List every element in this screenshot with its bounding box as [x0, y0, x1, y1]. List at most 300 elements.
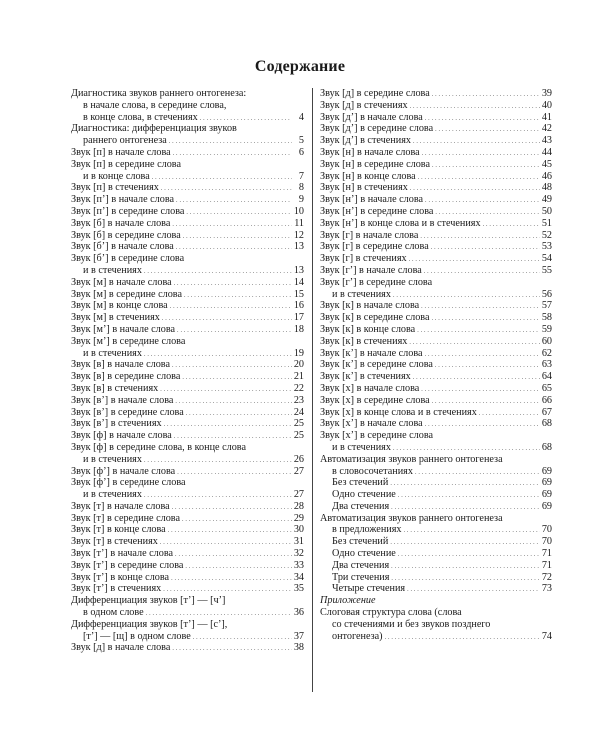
toc-entry-text: Звук [в] в стечениях — [71, 382, 159, 394]
toc-entry-text: Звук [ф’] в середине слова — [71, 477, 186, 489]
dot-leader — [171, 572, 292, 582]
dot-leader — [425, 112, 540, 122]
toc-entry-text: Звук [т] в конце слова — [71, 524, 166, 536]
toc-entry — [71, 619, 304, 631]
page-number: 20 — [293, 359, 304, 371]
page-number: 13 — [293, 241, 304, 253]
toc-entry-text: Звук [в’] в начале слова — [71, 394, 174, 406]
dot-leader — [420, 230, 539, 240]
dot-leader — [413, 371, 540, 381]
page-number: 54 — [541, 253, 552, 265]
page-number: 38 — [293, 642, 304, 654]
toc-entry — [320, 359, 552, 371]
page-number: 64 — [541, 371, 552, 383]
toc-entry-text: Звук [т] в начале слова — [71, 500, 170, 512]
page-number: 5 — [298, 135, 304, 147]
page-number: 10 — [293, 205, 304, 217]
toc-entry-text: в конце слова, в стечениях — [83, 111, 198, 123]
toc-entry-text: Звук [т’] в начале слова — [71, 548, 174, 560]
toc-entry-text: Звук [б’] в середине слова — [71, 253, 185, 265]
page-number: 69 — [541, 477, 552, 489]
toc-entry — [320, 159, 552, 171]
page-number: 72 — [541, 571, 552, 583]
page-number: 25 — [293, 430, 304, 442]
page-number: 69 — [541, 500, 552, 512]
toc-entry-text: и в стечениях — [332, 441, 391, 453]
toc-entry-text: и в стечениях — [83, 347, 142, 359]
toc-entry — [320, 583, 552, 595]
toc-entry-text: и в стечениях — [83, 489, 142, 501]
toc-entry-text: Звук [х] в середине слова — [320, 394, 430, 406]
toc-entry — [71, 135, 304, 147]
toc-entry — [71, 182, 304, 194]
toc-entry-text: [т’] — [щ] в одном слове — [83, 630, 191, 642]
toc-entry-text: Звук [д’] в стечениях — [320, 135, 411, 147]
page-number: 19 — [293, 347, 304, 359]
page-number: 28 — [293, 500, 304, 512]
toc-entry — [320, 395, 552, 407]
page-number: 45 — [541, 158, 552, 170]
toc-entry — [320, 477, 552, 489]
dot-leader — [425, 194, 540, 204]
toc-entry — [71, 241, 304, 253]
toc-entry-text: онтогенеза) — [332, 630, 383, 642]
page-number: 13 — [293, 264, 304, 276]
page-number: 62 — [541, 347, 552, 359]
dot-leader — [391, 501, 540, 511]
page-title: Содержание — [254, 58, 346, 75]
toc-entry-text: Слоговая структура слова (слова — [320, 607, 462, 619]
toc-entry-text: Звук [б] в середине слова — [71, 229, 181, 241]
toc-entry — [71, 147, 304, 159]
dot-leader — [193, 631, 292, 641]
toc-entry — [71, 312, 304, 324]
page-number: 71 — [541, 548, 552, 560]
dot-leader — [422, 147, 540, 157]
dot-leader — [483, 218, 540, 228]
dot-leader — [176, 241, 292, 251]
toc-entry-text: Автоматизация звуков раннего онтогенеза — [320, 453, 503, 465]
dot-leader — [432, 395, 540, 405]
toc-entry — [320, 112, 552, 124]
toc-entry-text: Одно стечение — [332, 548, 396, 560]
dot-leader — [144, 348, 292, 358]
dot-leader — [410, 100, 540, 110]
dot-leader — [435, 123, 540, 133]
dot-leader — [409, 336, 539, 346]
toc-entry — [320, 182, 552, 194]
dot-leader — [413, 135, 540, 145]
toc-entry — [71, 348, 304, 360]
dot-leader — [144, 489, 292, 499]
dot-leader — [172, 218, 292, 228]
toc-entry-text: Звук [п] в середине слова — [71, 158, 181, 170]
dot-leader — [176, 194, 292, 204]
page-number: 71 — [541, 559, 552, 571]
toc-entry — [71, 560, 304, 572]
toc-entry — [71, 206, 304, 218]
dot-leader — [425, 348, 540, 358]
dot-leader — [169, 135, 292, 145]
toc-entry — [71, 513, 304, 525]
page-number: 74 — [541, 630, 552, 642]
toc-entry-text: Звук [д] в стечениях — [320, 99, 408, 111]
dot-leader — [144, 454, 292, 464]
dot-leader — [172, 501, 292, 511]
toc-entry-text: Звук [д’] в середине слова — [320, 123, 434, 135]
toc-entry-text: Звук [н’] в начале слова — [320, 194, 424, 206]
dot-leader — [200, 112, 292, 122]
toc-entry — [71, 371, 304, 383]
dot-leader — [173, 147, 292, 157]
toc-entry-text: Звук [х’] в начале слова — [320, 418, 423, 430]
toc-entry — [320, 489, 552, 501]
page-number: 41 — [541, 111, 552, 123]
toc-entry-text: в одном слове — [83, 607, 144, 619]
toc-entry-text: и в стечениях — [83, 264, 142, 276]
toc-entry-text: Автоматизация звуков раннего онтогенеза — [320, 512, 503, 524]
toc-entry — [71, 383, 304, 395]
page-number: 30 — [293, 524, 304, 536]
dot-leader — [435, 359, 540, 369]
dot-leader — [185, 560, 291, 570]
dot-leader — [385, 631, 540, 641]
toc-entry-text: Звук [м] в начале слова — [71, 276, 172, 288]
page-number: 36 — [293, 607, 304, 619]
toc-entry-text: и в конце слова — [83, 170, 150, 182]
toc-entry — [71, 583, 304, 595]
page-number: 42 — [541, 123, 552, 135]
dot-leader — [177, 466, 292, 476]
dot-leader — [393, 442, 540, 452]
toc-entry — [320, 371, 552, 383]
toc-entry — [71, 442, 304, 454]
dot-leader — [431, 241, 540, 251]
toc-entry — [71, 324, 304, 336]
toc-entry-text: Дифференциация звуков [т’] — [ч’] — [71, 595, 226, 607]
toc-entry — [320, 88, 552, 100]
toc-entry-text: Звук [н] в начале слова — [320, 146, 420, 158]
toc-entry-text: Звук [г’] в начале слова — [320, 264, 422, 276]
toc-entry — [71, 501, 304, 513]
toc-entry-text: Звук [к] в середине слова — [320, 312, 430, 324]
page-number: 4 — [298, 111, 304, 123]
page-number: 68 — [541, 418, 552, 430]
toc-entry-text: Звук [н’] в конце слова и в стечениях — [320, 217, 481, 229]
toc-entry-text: раннего онтогенеза — [83, 135, 167, 147]
toc-right-column — [320, 88, 552, 642]
toc-entry — [71, 171, 304, 183]
toc-entry-text: Звук [т] в стечениях — [71, 536, 158, 548]
toc-entry-text: Звук [ф] в начале слова — [71, 430, 172, 442]
toc-entry — [71, 123, 304, 135]
toc-entry — [71, 194, 304, 206]
page-number: 17 — [293, 312, 304, 324]
dot-leader — [417, 324, 540, 334]
toc-entry — [71, 218, 304, 230]
toc-entry — [320, 336, 552, 348]
toc-entry — [71, 265, 304, 277]
toc-entry — [71, 300, 304, 312]
toc-entry-text: Звук [м] в стечениях — [71, 312, 160, 324]
toc-entry — [71, 477, 304, 489]
toc-entry — [320, 607, 552, 619]
toc-entry — [320, 277, 552, 289]
dot-leader — [186, 206, 291, 216]
toc-entry-text: Звук [м’] в середине слова — [71, 335, 186, 347]
toc-entry — [320, 513, 552, 525]
dot-leader — [162, 312, 292, 322]
page-number: 11 — [294, 217, 304, 229]
toc-entry-text: Звук [т’] в стечениях — [71, 583, 162, 595]
dot-leader — [421, 383, 540, 393]
toc-entry-text: Звук [н’] в середине слова — [320, 205, 434, 217]
dot-leader — [146, 607, 292, 617]
dot-leader — [161, 182, 292, 192]
page-number: 31 — [293, 536, 304, 548]
toc-entry — [320, 206, 552, 218]
toc-entry-text: Звук [п’] в начале слова — [71, 194, 175, 206]
page-number: 21 — [293, 371, 304, 383]
toc-entry — [320, 289, 552, 301]
dot-leader — [160, 383, 292, 393]
page-number: 70 — [541, 524, 552, 536]
dot-leader — [160, 536, 292, 546]
dot-leader — [174, 430, 292, 440]
toc-entry — [320, 572, 552, 584]
page-number: 65 — [541, 382, 552, 394]
toc-entry-text: Диагностика: дифференциация звуков — [71, 123, 237, 135]
page-number: 49 — [541, 194, 552, 206]
toc-entry — [320, 418, 552, 430]
toc-entry — [320, 123, 552, 135]
toc-entry — [320, 348, 552, 360]
page-number: 70 — [541, 536, 552, 548]
dot-leader — [186, 407, 292, 417]
toc-left-column — [71, 88, 304, 654]
dot-leader — [435, 206, 539, 216]
column-divider — [312, 88, 313, 692]
page-number: 14 — [293, 276, 304, 288]
toc-entry — [320, 442, 552, 454]
dot-leader — [163, 583, 292, 593]
toc-entry — [71, 572, 304, 584]
page-number: 63 — [541, 359, 552, 371]
toc-entry-text: и в стечениях — [83, 453, 142, 465]
page-number: 68 — [541, 441, 552, 453]
page-number: 73 — [541, 583, 552, 595]
page-number: 40 — [541, 99, 552, 111]
toc-entry — [320, 171, 552, 183]
toc-entry-text: Звук [в] в середине слова — [71, 371, 181, 383]
toc-entry-text: Звук [ф’] в начале слова — [71, 465, 176, 477]
toc-entry-text: Без стечений — [332, 536, 389, 548]
page-number: 67 — [541, 406, 552, 418]
page-number: 34 — [293, 571, 304, 583]
toc-entry — [71, 418, 304, 430]
toc-entry — [71, 454, 304, 466]
page-number: 33 — [293, 559, 304, 571]
page-number: 56 — [541, 288, 552, 300]
dot-leader — [152, 171, 292, 181]
page-number: 69 — [541, 489, 552, 501]
toc-entry-text: Звук [к’] в стечениях — [320, 371, 411, 383]
dot-leader — [390, 536, 540, 546]
toc-entry-text: Одно стечение — [332, 489, 396, 501]
toc-entry-text: Звук [к’] в начале слова — [320, 347, 423, 359]
toc-entry — [71, 642, 304, 654]
dot-leader — [425, 418, 540, 428]
page-number: 27 — [293, 489, 304, 501]
toc-entry-text: Звук [м’] в начале слова — [71, 323, 176, 335]
toc-entry-text: Звук [д’] в начале слова — [320, 111, 423, 123]
toc-entry — [320, 407, 552, 419]
page-number: 9 — [298, 194, 304, 206]
page-number: 43 — [541, 135, 552, 147]
toc-entry-text: Звук [н] в стечениях — [320, 182, 408, 194]
toc-entry — [71, 88, 304, 100]
toc-entry — [320, 194, 552, 206]
toc-entry — [320, 595, 552, 607]
toc-entry — [320, 147, 552, 159]
toc-entry — [320, 466, 552, 478]
dot-leader — [175, 395, 291, 405]
page-number: 69 — [541, 465, 552, 477]
page-number: 37 — [293, 630, 304, 642]
toc-entry-text: Приложение — [320, 595, 376, 607]
dot-leader — [410, 182, 540, 192]
toc-entry — [320, 524, 552, 536]
toc-entry-text: Звук [г] в середине слова — [320, 241, 429, 253]
toc-entry — [320, 100, 552, 112]
toc-entry-text: Звук [д] в начале слова — [71, 642, 171, 654]
toc-entry-text: Звук [т’] в конце слова — [71, 571, 170, 583]
toc-entry-text: в словосочетаниях — [332, 465, 413, 477]
toc-entry — [71, 359, 304, 371]
dot-leader — [168, 524, 292, 534]
dot-leader — [432, 312, 540, 322]
toc-entry-text: Звук [х’] в середине слова — [320, 430, 434, 442]
toc-entry-text: со стечениями и без звуков позднего — [332, 618, 491, 630]
page-number: 57 — [541, 300, 552, 312]
page-number: 53 — [541, 241, 552, 253]
toc-entry — [71, 253, 304, 265]
toc-entry-text: Три стечения — [332, 571, 390, 583]
page-number: 55 — [541, 264, 552, 276]
dot-leader — [404, 524, 540, 534]
toc-entry — [71, 595, 304, 607]
dot-leader — [398, 489, 540, 499]
toc-entry — [320, 548, 552, 560]
page-number: 39 — [541, 88, 552, 99]
toc-entry-text: Звук [д] в середине слова — [320, 88, 430, 99]
dot-leader — [183, 230, 292, 240]
toc-entry-text: Звук [г’] в середине слова — [320, 276, 433, 288]
page-number: 15 — [293, 288, 304, 300]
dot-leader — [170, 300, 292, 310]
toc-entry-text: в предложениях — [332, 524, 402, 536]
page-number: 60 — [541, 335, 552, 347]
toc-entry — [71, 489, 304, 501]
dot-leader — [432, 159, 540, 169]
toc-entry — [320, 560, 552, 572]
toc-entry-text: Звук [п] в стечениях — [71, 182, 159, 194]
page-number: 58 — [541, 312, 552, 324]
toc-entry-text: Звук [х] в начале слова — [320, 382, 420, 394]
page-number: 35 — [293, 583, 304, 595]
page-number: 32 — [293, 548, 304, 560]
toc-entry-text: Звук [г] в стечениях — [320, 253, 407, 265]
dot-leader — [172, 359, 292, 369]
page-number: 46 — [541, 170, 552, 182]
toc-entry-text: Звук [б] в начале слова — [71, 217, 171, 229]
dot-leader — [391, 572, 539, 582]
page-number: 6 — [298, 146, 304, 158]
toc-entry-text: Звук [к] в стечениях — [320, 335, 408, 347]
page-number: 59 — [541, 323, 552, 335]
toc-entry-text: Звук [г] в начале слова — [320, 229, 419, 241]
toc-entry-text: Звук [х] в конце слова и в стечениях — [320, 406, 477, 418]
toc-entry-text: Звук [в] в начале слова — [71, 359, 171, 371]
toc-entry — [71, 548, 304, 560]
toc-entry — [71, 336, 304, 348]
toc-entry-text: Звук [т] в середине слова — [71, 512, 180, 524]
toc-entry — [71, 159, 304, 171]
toc-entry-text: Четыре стечения — [332, 583, 406, 595]
dot-leader — [177, 324, 292, 334]
toc-entry-text: Звук [к] в начале слова — [320, 300, 420, 312]
toc-entry — [71, 277, 304, 289]
toc-entry — [320, 383, 552, 395]
dot-leader — [418, 171, 540, 181]
page-number: 26 — [293, 453, 304, 465]
toc-entry — [320, 430, 552, 442]
toc-entry — [71, 524, 304, 536]
toc-entry — [320, 135, 552, 147]
page-number: 44 — [541, 146, 552, 158]
toc-entry — [320, 501, 552, 513]
toc-entry-text: Звук [п’] в середине слова — [71, 205, 185, 217]
dot-leader — [415, 466, 540, 476]
dot-leader — [432, 88, 540, 98]
toc-entry-text: Звук [к] в конце слова — [320, 323, 416, 335]
toc-entry — [320, 218, 552, 230]
toc-entry — [71, 289, 304, 301]
page-number: 24 — [293, 406, 304, 418]
toc-entry — [320, 324, 552, 336]
toc-entry — [71, 631, 304, 643]
toc-entry-text: в начале слова, в середине слова, — [83, 99, 227, 111]
dot-leader — [175, 548, 292, 558]
toc-entry-text: Звук [м] в середине слова — [71, 288, 182, 300]
toc-entry — [71, 607, 304, 619]
dot-leader — [390, 477, 540, 487]
toc-entry-text: Звук [б’] в начале слова — [71, 241, 174, 253]
toc-entry-text: Дифференциация звуков [т’] — [с’], — [71, 618, 228, 630]
toc-entry — [71, 230, 304, 242]
page-number: 66 — [541, 394, 552, 406]
dot-leader — [144, 265, 292, 275]
toc-entry-text: Звук [в’] в середине слова — [71, 406, 184, 418]
toc-entry-text: Звук [п] в начале слова — [71, 146, 171, 158]
dot-leader — [184, 289, 292, 299]
page-number: 29 — [293, 512, 304, 524]
toc-entry-text: Диагностика звуков раннего онтогенеза: — [71, 88, 247, 99]
dot-leader — [421, 300, 540, 310]
page-number: 8 — [298, 182, 304, 194]
page-number: 23 — [293, 394, 304, 406]
dot-leader — [174, 277, 292, 287]
